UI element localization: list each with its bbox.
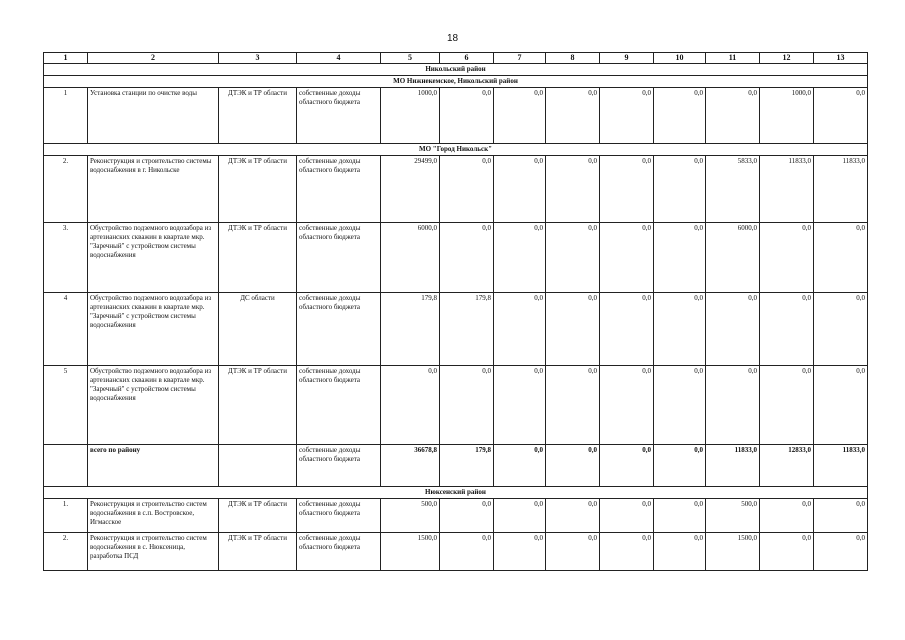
executor: ДТЭК и ТР области [219,156,297,223]
value-cell: 0,0 [706,366,760,445]
row-number: 2. [44,533,88,571]
value-cell: 0,0 [494,223,546,293]
value-cell: 0,0 [654,88,706,144]
project-name: Реконструкция и строительство систем водоснабжения в с. Нюксеница, разработка ПСД [88,533,219,571]
row-number: 2. [44,156,88,223]
section-row [44,144,868,156]
project-name: Обустройство подземного водозабора из артезианских скважин в квартале мкр. "Заречный" с устройством системы водоснабжения [88,223,219,293]
row-number: 1 [44,88,88,144]
column-number-row [44,53,868,64]
value-cell: 6000,0 [706,223,760,293]
executor: ДТЭК и ТР области [219,533,297,571]
col-header: 4 [297,53,381,64]
value-cell: 0,0 [814,223,868,293]
total-source: собственные доходы областного бюджета [297,445,381,487]
funding-source: собственные доходы областного бюджета [297,499,381,533]
value-cell: 0,0 [760,293,814,366]
value-cell: 500,0 [706,499,760,533]
value-cell: 0,0 [381,366,440,445]
total-value: 11833,0 [814,445,868,487]
rows-group [44,88,868,144]
value-cell: 0,0 [600,223,654,293]
section-row [44,64,868,76]
value-cell: 0,0 [546,293,600,366]
executor: ДТЭК и ТР области [219,88,297,144]
value-cell: 0,0 [654,156,706,223]
value-cell: 0,0 [494,499,546,533]
value-cell: 0,0 [440,88,494,144]
value-cell: 0,0 [440,499,494,533]
value-cell: 0,0 [706,88,760,144]
total-value: 0,0 [654,445,706,487]
col-header: 6 [440,53,494,64]
value-cell: 0,0 [440,223,494,293]
col-header: 5 [381,53,440,64]
col-header: 3 [219,53,297,64]
value-cell: 179,8 [440,293,494,366]
value-cell: 0,0 [546,88,600,144]
value-cell: 0,0 [814,366,868,445]
funding-source: собственные доходы областного бюджета [297,88,381,144]
table-row [44,499,868,533]
funding-source: собственные доходы областного бюджета [297,533,381,571]
page-number: 18 [446,33,459,44]
table-row [44,88,868,144]
col-header: 8 [546,53,600,64]
project-name: Реконструкция и строительство системы водоснабжения в г. Никольске [88,156,219,223]
value-cell: 0,0 [654,366,706,445]
row-number: 1. [44,499,88,533]
table-row [44,223,868,293]
value-cell: 1000,0 [381,88,440,144]
value-cell: 0,0 [600,366,654,445]
funding-source: собственные доходы областного бюджета [297,156,381,223]
value-cell: 1000,0 [760,88,814,144]
col-header: 12 [760,53,814,64]
district-heading: Нюксенский район [44,487,868,499]
section-row [44,487,868,499]
funding-source: собственные доходы областного бюджета [297,366,381,445]
value-cell: 11833,0 [760,156,814,223]
executor: ДС области [219,293,297,366]
table-row [44,156,868,223]
value-cell: 0,0 [440,533,494,571]
total-value: 0,0 [494,445,546,487]
col-header: 9 [600,53,654,64]
project-name: Обустройство подземного водозабора из артезианских скважин в квартале мкр. "Заречный" с устройством системы водоснабжения [88,293,219,366]
rows-group [44,156,868,445]
district-heading: Никольский район [44,64,868,76]
total-value: 0,0 [546,445,600,487]
project-name: Обустройство подземного водозабора из артезианских скважин в квартале мкр. "Заречный" с устройством системы водоснабжения [88,366,219,445]
total-value: 179,8 [440,445,494,487]
value-cell: 0,0 [546,499,600,533]
project-name: Установка станции по очистке воды [88,88,219,144]
value-cell: 0,0 [814,533,868,571]
value-cell: 5833,0 [706,156,760,223]
table-row [44,533,868,571]
total-value: 12833,0 [760,445,814,487]
value-cell: 6000,0 [381,223,440,293]
col-header: 11 [706,53,760,64]
value-cell: 0,0 [600,88,654,144]
col-header: 2 [88,53,219,64]
value-cell: 0,0 [494,366,546,445]
municipality-heading: МО "Город Никольск" [44,144,868,156]
total-exec-cell [219,445,297,487]
value-cell: 0,0 [494,293,546,366]
executor: ДТЭК и ТР области [219,366,297,445]
value-cell: 0,0 [814,88,868,144]
value-cell: 29499,0 [381,156,440,223]
value-cell: 0,0 [654,223,706,293]
project-name: Реконструкция и строительство систем водоснабжения в с.п. Востровское, Игмасское [88,499,219,533]
col-header: 7 [494,53,546,64]
value-cell: 0,0 [654,499,706,533]
value-cell: 0,0 [706,293,760,366]
value-cell: 0,0 [494,88,546,144]
total-row [44,445,868,487]
budget-table [43,52,868,571]
total-value: 11833,0 [706,445,760,487]
value-cell: 0,0 [760,499,814,533]
value-cell: 0,0 [814,293,868,366]
total-value: 36678,8 [381,445,440,487]
value-cell: 0,0 [546,533,600,571]
value-cell: 0,0 [440,366,494,445]
value-cell: 1500,0 [381,533,440,571]
value-cell: 11833,0 [814,156,868,223]
total-num-cell [44,445,88,487]
value-cell: 0,0 [600,533,654,571]
col-header: 13 [814,53,868,64]
total-label: всего по району [88,445,219,487]
value-cell: 179,8 [381,293,440,366]
value-cell: 0,0 [760,366,814,445]
value-cell: 0,0 [760,533,814,571]
value-cell: 0,0 [546,156,600,223]
executor: ДТЭК и ТР области [219,499,297,533]
col-header: 10 [654,53,706,64]
funding-source: собственные доходы областного бюджета [297,293,381,366]
total-value: 0,0 [600,445,654,487]
row-number: 3. [44,223,88,293]
value-cell: 0,0 [600,156,654,223]
row-number: 4 [44,293,88,366]
executor: ДТЭК и ТР области [219,223,297,293]
table-row [44,366,868,445]
value-cell: 0,0 [494,156,546,223]
section-row [44,76,868,88]
row-number: 5 [44,366,88,445]
municipality-heading: МО Нижнекемское, Никольский район [44,76,868,88]
value-cell: 1500,0 [706,533,760,571]
value-cell: 0,0 [654,293,706,366]
table-row [44,293,868,366]
value-cell: 0,0 [600,293,654,366]
value-cell: 0,0 [546,366,600,445]
value-cell: 0,0 [440,156,494,223]
value-cell: 0,0 [814,499,868,533]
col-header: 1 [44,53,88,64]
funding-source: собственные доходы областного бюджета [297,223,381,293]
value-cell: 0,0 [760,223,814,293]
value-cell: 0,0 [546,223,600,293]
value-cell: 0,0 [600,499,654,533]
rows-group [44,499,868,571]
value-cell: 0,0 [654,533,706,571]
value-cell: 0,0 [494,533,546,571]
value-cell: 500,0 [381,499,440,533]
